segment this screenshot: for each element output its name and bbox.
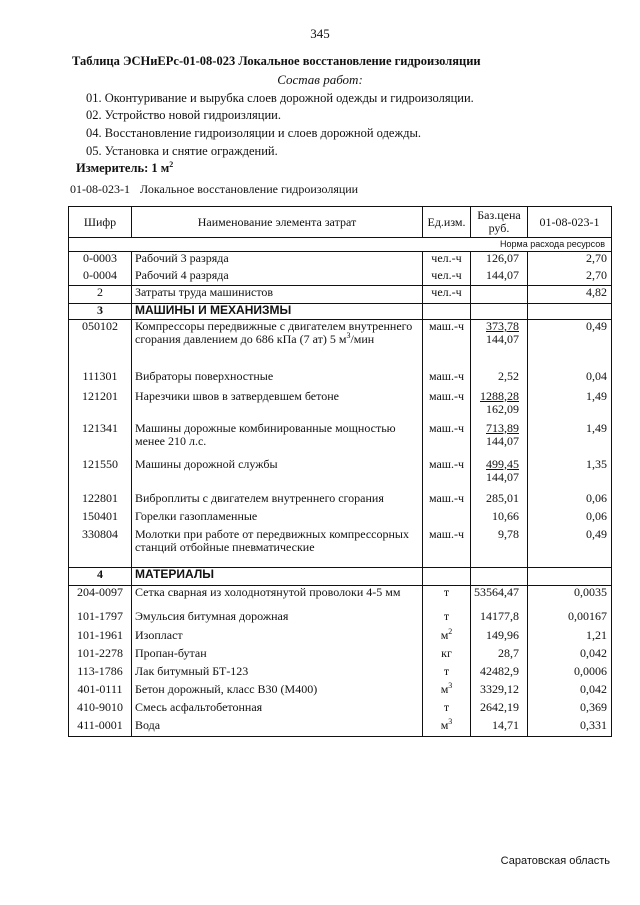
row-unit-text: маш.-ч	[428, 420, 465, 435]
norm-note: Норма расхода ресурсов	[69, 238, 612, 252]
table-header-row	[69, 207, 612, 238]
row-price	[471, 286, 528, 304]
row-price-value: 2,52	[498, 368, 519, 383]
row-price-value: 713,89	[486, 420, 519, 435]
row-code: 330804	[69, 528, 132, 568]
row-qty: 2,70	[528, 269, 612, 286]
row-price-value: 28,7	[498, 645, 519, 660]
row-code: 101-1961	[69, 629, 132, 647]
row-price	[471, 370, 528, 390]
row-name-text: Вибраторы поверхностные	[135, 368, 274, 383]
row-unit-text: м	[440, 627, 449, 642]
row-name-text: Сетка сварная из холоднотянутой проволоки 4-5 мм	[135, 585, 401, 599]
row-price	[471, 719, 528, 737]
table-row	[69, 252, 612, 269]
row-unit	[423, 586, 471, 610]
row-unit-text: м	[440, 717, 449, 732]
row-name	[132, 701, 423, 719]
row-name	[132, 629, 423, 647]
header-code: Шифр	[69, 207, 132, 238]
table-row	[69, 269, 612, 286]
row-price	[471, 701, 528, 719]
row-unit	[423, 370, 471, 390]
row-unit-text: т	[443, 699, 450, 714]
row-unit	[423, 528, 471, 568]
row-name-text: Горелки газопламенные	[135, 508, 258, 523]
row-unit	[423, 269, 471, 286]
row-name-text: Молотки при работе от передвижных компрессорных станций отбойные пневматические	[135, 526, 409, 554]
row-unit-text: чел.-ч	[431, 251, 462, 265]
row-unit-text: чел.-ч	[431, 267, 462, 282]
row-unit	[423, 422, 471, 458]
page-number: 345	[310, 26, 330, 41]
region-footer: Саратовская область	[500, 855, 610, 867]
row-unit-text: чел.-ч	[431, 285, 462, 299]
row-price	[471, 304, 528, 320]
row-price-value: 3329,12	[480, 681, 519, 696]
table-row	[69, 320, 612, 370]
row-price	[471, 568, 528, 586]
row-price-value: 9,78	[498, 526, 519, 541]
row-name-text: Пропан-бутан	[135, 645, 207, 660]
header-name: Наименование элемента затрат	[132, 207, 423, 238]
row-unit	[423, 647, 471, 665]
row-code: 101-1797	[69, 610, 132, 629]
row-name-text: Рабочий 4 разряда	[135, 267, 229, 282]
row-name	[132, 458, 423, 492]
row-qty: 0,042	[528, 683, 612, 701]
measurement-unit	[76, 161, 173, 176]
table-row	[69, 390, 612, 422]
row-name-text: Нарезчики швов в затвердевшем бетоне	[135, 388, 339, 403]
table-row	[69, 683, 612, 701]
row-name	[132, 286, 423, 304]
table-row	[69, 586, 612, 610]
row-unit	[423, 390, 471, 422]
row-price	[471, 629, 528, 647]
row-name	[132, 683, 423, 701]
row-price-wage: 162,09	[486, 401, 519, 416]
row-code: 0-0004	[69, 269, 132, 286]
row-name	[132, 492, 423, 510]
row-qty: 0,49	[528, 528, 612, 568]
row-unit-sup: 2	[448, 626, 453, 636]
row-qty: 1,21	[528, 629, 612, 647]
row-name-text: Компрессоры передвижные с двигателем внутреннего сгорания давлением до 686 кПа (7 ат) 5 м	[135, 319, 413, 346]
row-unit-text: маш.-ч	[428, 526, 465, 541]
table-row	[69, 510, 612, 528]
measurement-label: Измеритель: 1 м	[76, 161, 170, 175]
row-name	[132, 422, 423, 458]
row-price	[471, 252, 528, 269]
row-code: 0-0003	[69, 252, 132, 269]
row-qty: 4,82	[528, 286, 612, 304]
operation-item: 05. Установка и снятие ограждений.	[86, 144, 278, 158]
row-unit-text: маш.-ч	[428, 490, 465, 505]
row-unit-sup: 3	[448, 680, 453, 690]
row-code: 411-0001	[69, 719, 132, 737]
row-price	[471, 458, 528, 492]
row-unit-text: т	[443, 663, 450, 678]
table-row	[69, 568, 612, 586]
row-price-value: 285,01	[486, 490, 519, 505]
table-row	[69, 492, 612, 510]
row-name	[132, 665, 423, 683]
row-price	[471, 610, 528, 629]
row-price	[471, 683, 528, 701]
row-name	[132, 647, 423, 665]
norm-code: 01-08-023-1	[70, 182, 130, 196]
row-qty: 2,70	[528, 252, 612, 269]
table-row	[69, 422, 612, 458]
row-price-value: 53564,47	[474, 585, 519, 599]
row-qty: 0,00167	[528, 610, 612, 629]
row-code: 3	[69, 304, 132, 320]
row-unit-text: маш.-ч	[428, 368, 465, 383]
row-code: 121341	[69, 422, 132, 458]
row-unit	[423, 492, 471, 510]
row-unit-text: м	[440, 681, 449, 696]
row-name	[132, 568, 423, 586]
row-price	[471, 492, 528, 510]
row-name	[132, 252, 423, 269]
row-price-wage: 144,07	[486, 433, 519, 448]
row-qty: 0,331	[528, 719, 612, 737]
measurement-power: 2	[169, 159, 174, 169]
row-unit-text: кг	[441, 645, 452, 660]
row-unit	[423, 320, 471, 370]
row-code: 121201	[69, 390, 132, 422]
row-price-value: 149,96	[486, 627, 519, 642]
row-qty	[528, 568, 612, 586]
row-qty: 0,0035	[528, 586, 612, 610]
row-price	[471, 390, 528, 422]
row-price	[471, 422, 528, 458]
composition-heading: Состав работ:	[277, 72, 363, 87]
row-name-tail: /мин	[350, 332, 375, 346]
row-name	[132, 610, 423, 629]
operation-item: 02. Устройство новой гидроизляции.	[86, 108, 281, 122]
row-price	[471, 320, 528, 370]
row-unit	[423, 610, 471, 629]
row-unit-text: т	[443, 608, 450, 623]
row-price	[471, 647, 528, 665]
row-code: 150401	[69, 510, 132, 528]
row-name	[132, 320, 423, 370]
norm-subtitle	[70, 182, 358, 197]
row-unit	[423, 626, 471, 647]
row-code: 204-0097	[69, 586, 132, 610]
row-qty: 0,0006	[528, 665, 612, 683]
row-qty: 1,49	[528, 390, 612, 422]
row-unit	[423, 568, 471, 586]
row-name	[132, 269, 423, 286]
row-unit-text: маш.-ч	[428, 388, 465, 403]
norm-note-row	[69, 238, 612, 252]
table-row	[69, 665, 612, 683]
table-row	[69, 304, 612, 320]
table-row	[69, 528, 612, 568]
row-name	[132, 510, 423, 528]
row-code: 2	[69, 286, 132, 304]
row-price-value: 2642,19	[480, 699, 519, 714]
row-name-text: МАТЕРИАЛЫ	[135, 567, 215, 581]
row-name	[132, 390, 423, 422]
table-row	[69, 647, 612, 665]
row-unit	[423, 510, 471, 528]
operation-item: 01. Оконтуривание и вырубка слоев дорожной одежды и гидроизоляции.	[86, 91, 474, 105]
row-price-wage: 144,07	[486, 469, 519, 484]
row-price-value: 1288,28	[480, 388, 519, 403]
table-row	[69, 286, 612, 304]
row-name-text: Машины дорожные комбинированные мощностью менее 210 л.с.	[135, 420, 396, 448]
resource-table	[68, 206, 612, 737]
row-name-text: Эмульсия битумная дорожная	[135, 608, 289, 623]
row-unit	[423, 716, 471, 737]
row-unit-text: маш.-ч	[428, 456, 465, 471]
row-name-text: Рабочий 3 разряда	[135, 251, 229, 265]
row-name	[132, 304, 423, 320]
row-qty	[528, 304, 612, 320]
row-code: 121550	[69, 458, 132, 492]
row-name	[132, 586, 423, 610]
table-row	[69, 629, 612, 647]
row-name-text: Машины дорожной службы	[135, 456, 278, 471]
table-row	[69, 719, 612, 737]
row-price-value: 14,71	[492, 717, 519, 732]
row-qty: 0,49	[528, 320, 612, 370]
row-unit	[423, 458, 471, 492]
row-qty: 0,06	[528, 492, 612, 510]
row-price-value: 42482,9	[480, 663, 519, 678]
row-unit-sup: 3	[448, 716, 453, 726]
row-name-text: Вода	[135, 717, 161, 732]
table-row	[69, 701, 612, 719]
row-code: 101-2278	[69, 647, 132, 665]
row-price-value: 14177,8	[480, 608, 519, 623]
row-unit	[423, 680, 471, 701]
row-qty: 0,06	[528, 510, 612, 528]
row-name-sup: 3	[346, 331, 351, 340]
row-unit-text: маш.-ч	[428, 319, 465, 333]
row-qty: 1,35	[528, 458, 612, 492]
header-unit: Ед.изм.	[423, 207, 471, 238]
row-qty: 0,04	[528, 370, 612, 390]
header-norm: 01-08-023-1	[528, 207, 612, 238]
row-name-text: Смесь асфальтобетонная	[135, 699, 263, 714]
table-row	[69, 610, 612, 629]
row-price-value: 10,66	[492, 508, 519, 523]
row-name	[132, 719, 423, 737]
row-price	[471, 586, 528, 610]
table-row	[69, 458, 612, 492]
row-name	[132, 370, 423, 390]
row-name-text: МАШИНЫ И МЕХАНИЗМЫ	[135, 303, 292, 317]
row-qty: 0,042	[528, 647, 612, 665]
norm-title: Локальное восстановление гидроизоляции	[140, 182, 359, 196]
table-title: Таблица ЭСНиЕРс-01-08-023 Локальное восстановление гидроизоляции	[72, 54, 481, 68]
row-unit	[423, 304, 471, 320]
row-price	[471, 665, 528, 683]
row-code: 4	[69, 568, 132, 586]
row-name-text: Лак битумный БТ-123	[135, 663, 249, 678]
operation-item: 04. Восстановление гидроизоляции и слоев дорожной одежды.	[86, 126, 422, 140]
row-code: 113-1786	[69, 665, 132, 683]
row-unit	[423, 701, 471, 719]
row-qty: 0,369	[528, 701, 612, 719]
row-price	[471, 528, 528, 568]
row-price	[471, 510, 528, 528]
row-price-value: 499,45	[486, 456, 519, 471]
row-qty: 1,49	[528, 422, 612, 458]
row-price-wage: 144,07	[486, 332, 519, 346]
row-unit	[423, 286, 471, 304]
row-name-text: Изопласт	[135, 627, 183, 642]
row-price-value: 126,07	[486, 251, 519, 265]
row-price-value: 144,07	[486, 267, 519, 282]
row-unit	[423, 665, 471, 683]
row-code: 050102	[69, 320, 132, 370]
row-name-text: Затраты труда машинистов	[135, 285, 274, 299]
row-unit-text: т	[443, 585, 450, 599]
row-price	[471, 269, 528, 286]
row-name-text: Виброплиты с двигателем внутреннего сгорания	[135, 490, 384, 505]
row-code: 122801	[69, 492, 132, 510]
header-price: Баз.цена руб.	[471, 207, 528, 238]
row-price-value: 373,78	[486, 319, 519, 333]
row-unit	[423, 252, 471, 269]
row-code: 401-0111	[69, 683, 132, 701]
table-row	[69, 370, 612, 390]
row-name-text: Бетон дорожный, класс В30 (М400)	[135, 681, 318, 696]
row-name	[132, 528, 423, 568]
row-code: 410-9010	[69, 701, 132, 719]
row-code: 111301	[69, 370, 132, 390]
